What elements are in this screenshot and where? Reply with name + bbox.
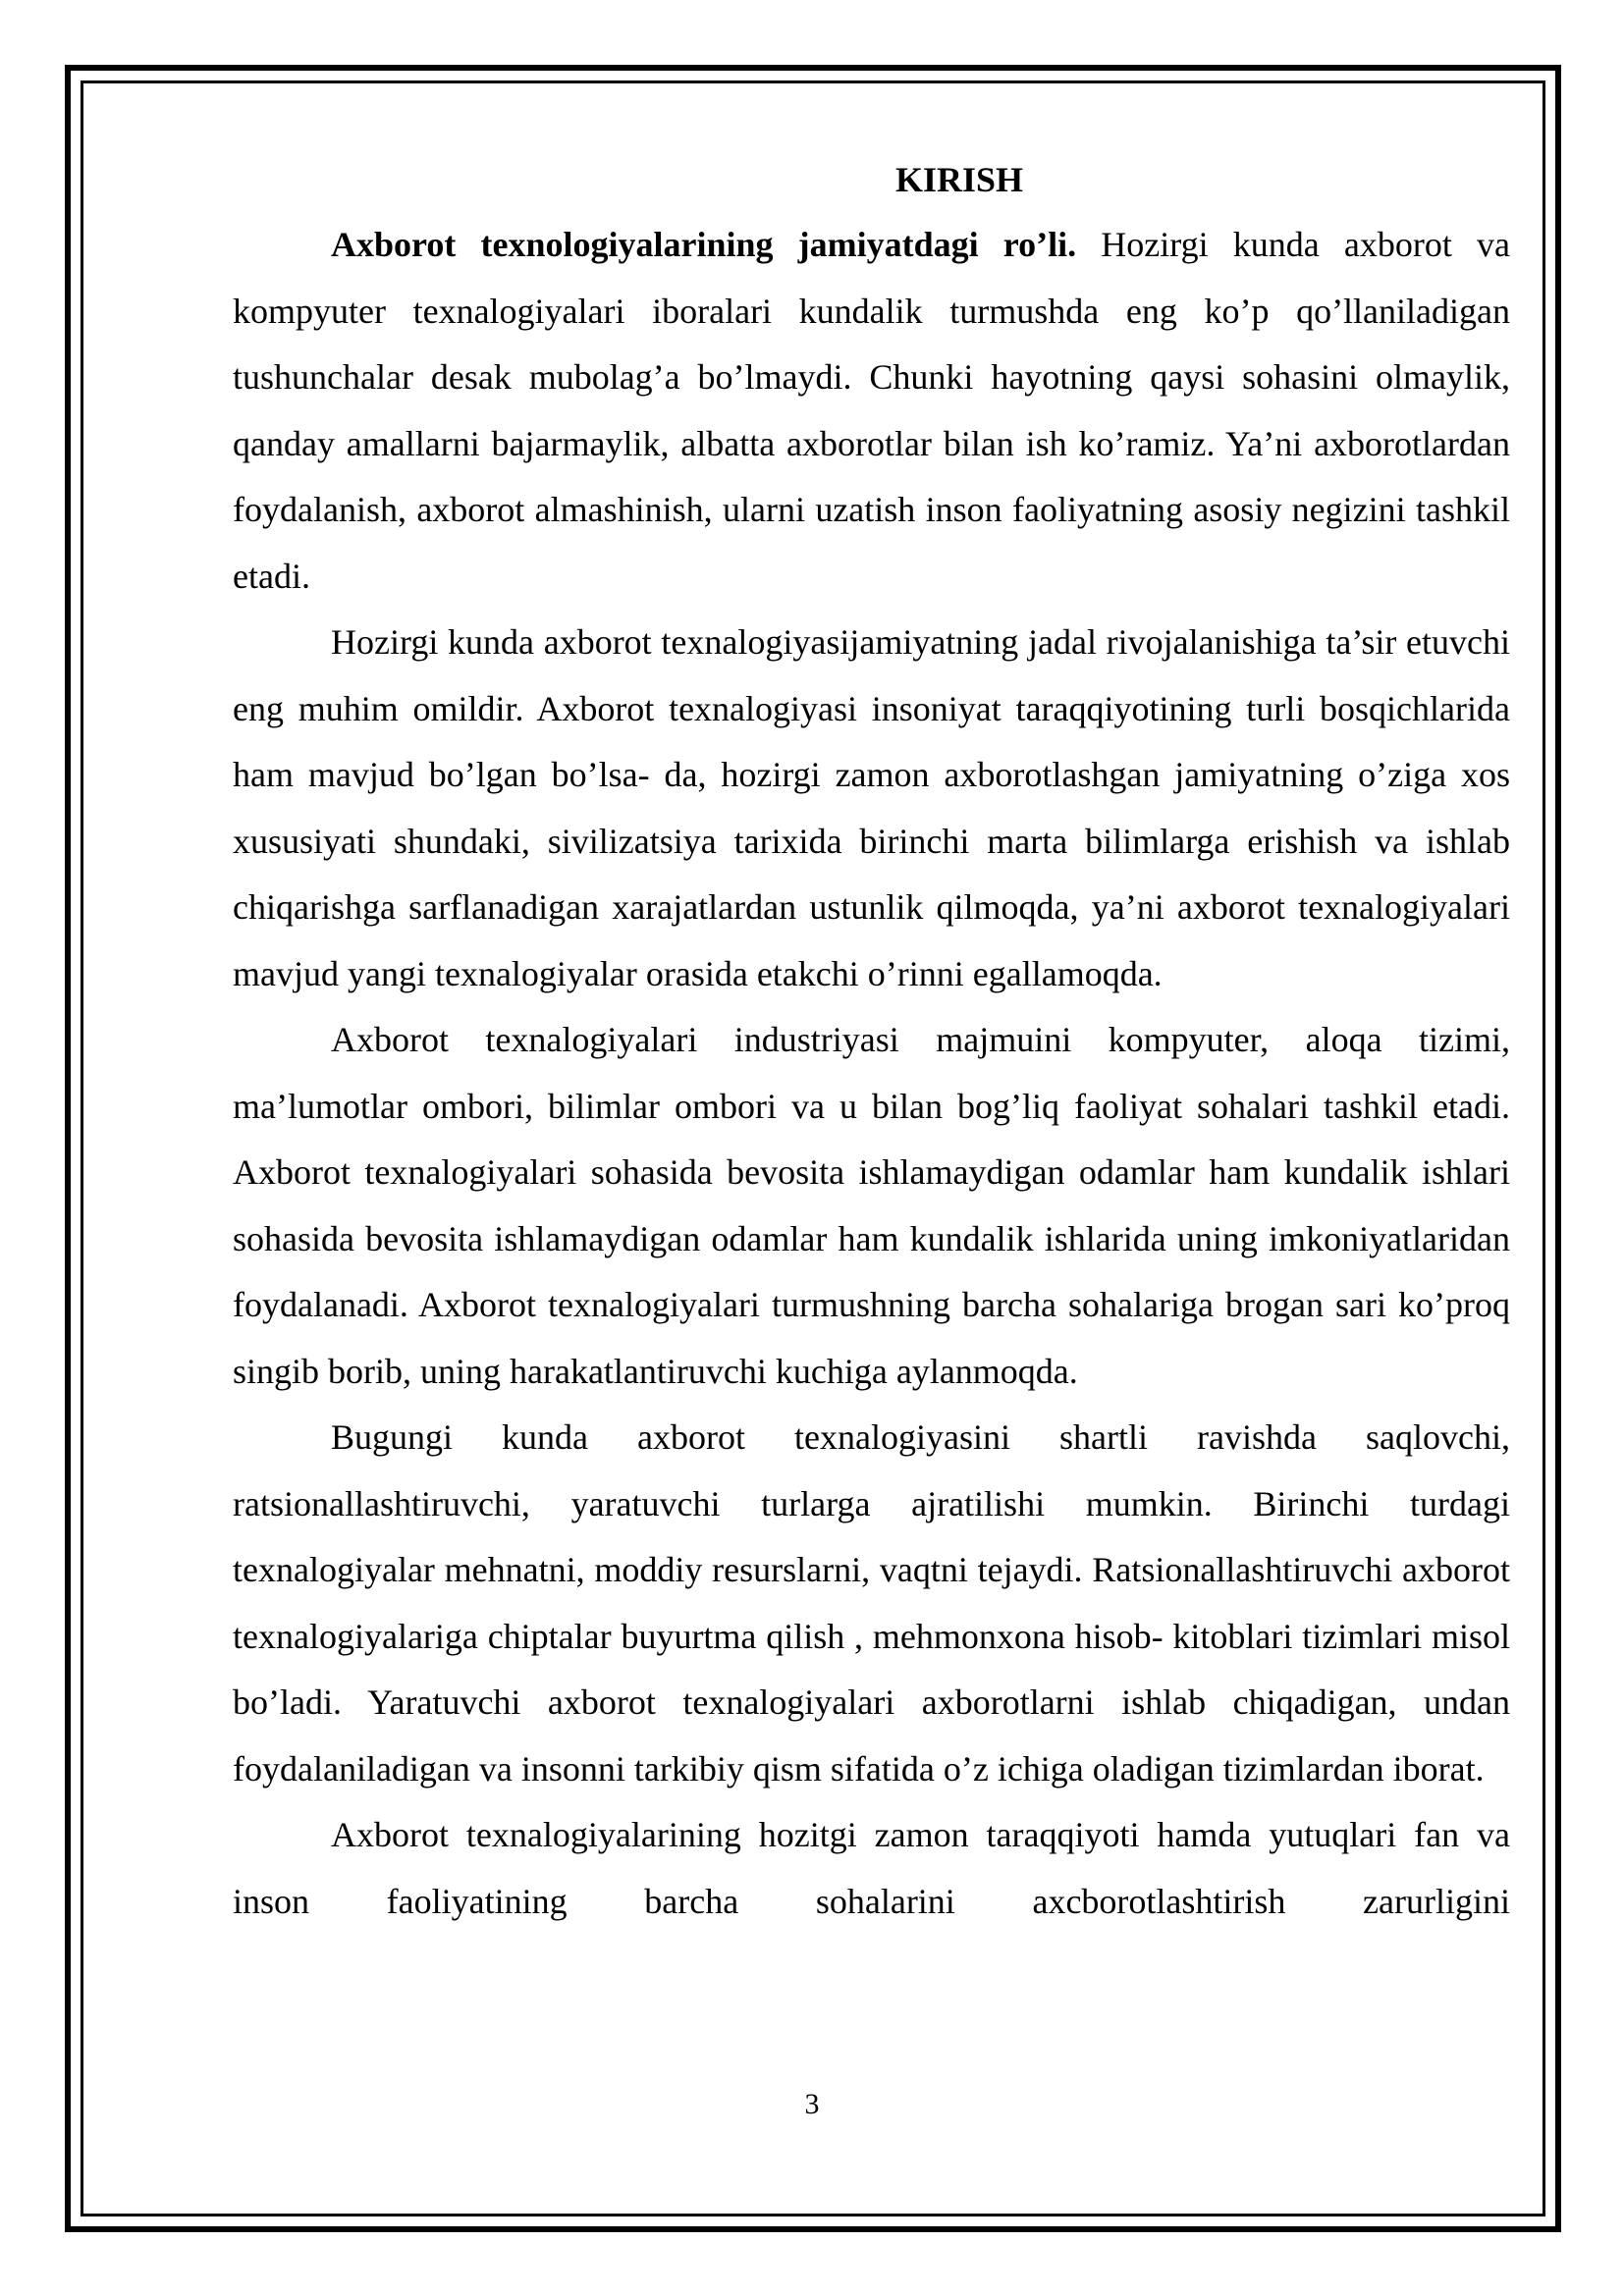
section-heading: KIRISH bbox=[895, 160, 1024, 199]
document-body bbox=[233, 147, 1510, 1935]
paragraph-2: Hozirgi kunda axborot texnalogiyasijamiyatning jadal rivojalanishiga ta’sir etuvchi eng muhim omildir. Axborot texnalogiyasi insoniyat taraqqiyotining turli bosqichlarida ham mavjud bo’lgan bo’lsa- da, hozirgi zamon axborotlashgan jamiyatning o’ziga xos xususiyati shundaki, sivilizatsiya tarixida birinchi marta bilimlarga erishish va ishlab chiqarishga sarflanadigan xarajatlardan ustunlik qilmoqda, ya’ni axborot texnalogiyalari mavjud yangi texnalogiyalar orasida etakchi o’rinni egallamoqda. bbox=[233, 622, 1510, 993]
paragraph-4: Bugungi kunda axborot texnalogiyasini shartli ravishda saqlovchi, ratsionallashtiruvchi, yaratuvchi turlarga ajratilishi mumkin. Birinchi turdagi texnalogiyalar mehnatni, moddiy resurslarni, vaqtni tejaydi. Ratsionallashtiruvchi axborot texnalogiyalariga chiptalar buyurtma qilish , mehmonxona hisob- kitoblari tizimlari misol bo’ladi. Yaratuvchi axborot texnalogiyalari axborotlarni ishlab chiqadigan, undan foydalaniladigan va insonni tarkibiy qism sifatida o’z ichiga oladigan tizimlardan iborat. bbox=[233, 1417, 1510, 1789]
paragraph-5: Axborot texnalogiyalarining hozitgi zamon taraqqiyoti hamda yutuqlari fan va inson faoliyatining barcha sohalarini axcborotlashtirish zarurligini bbox=[233, 1815, 1510, 1921]
paragraph-lead-title: Axborot texnologiyalarining jamiyatdagi ro’li. bbox=[331, 225, 1077, 264]
page-number: 3 bbox=[804, 2088, 820, 2120]
paragraph-text: Hozirgi kunda axborot va kompyuter texnalogiyalari iboralari kundalik turmushda eng ko’p qo’llaniladigan tushunchalar desak mubolag’a bo’lmaydi. Chunki hayotning qaysi sohasini olmaylik, qanday amallarni bajarmaylik, albatta axborotlar bilan ish ko’ramiz. Ya’ni axborotlardan foydalanish, axborot almashinish, ularni uzatish inson faoliyatning asosiy negizini tashkil etadi. bbox=[233, 225, 1511, 596]
paragraph-3: Axborot texnalogiyalari industriyasi majmuini kompyuter, aloqa tizimi, ma’lumotlar ombori, bilimlar ombori va u bilan bog’liq faoliyat sohalari tashkil etadi. Axborot texnalogiyalari sohasida bevosita ishlamaydigan odamlar ham kundalik ishlari sohasida bevosita ishlamaydigan odamlar ham kundalik ishlarida uning imkoniyatlaridan foydalanadi. Axborot texnalogiyalari turmushning barcha sohalariga brogan sari ko’proq singib borib, uning harakatlantiruvchi kuchiga aylanmoqda. bbox=[233, 1020, 1510, 1391]
paragraph-1 bbox=[233, 212, 1510, 610]
